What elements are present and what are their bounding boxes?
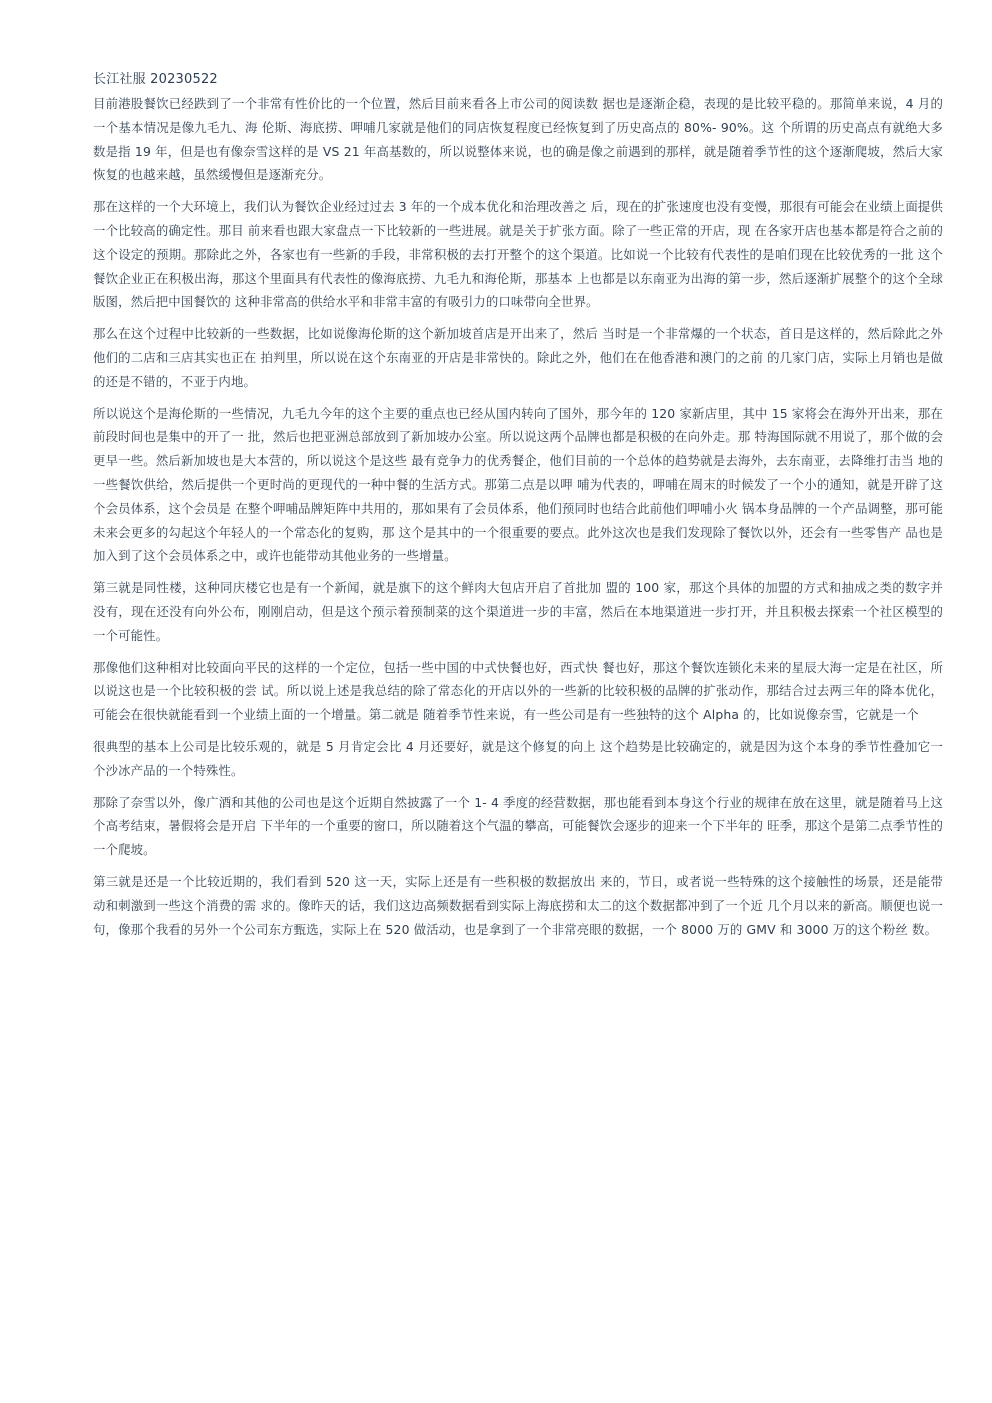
- document-title: 长江社服 20230522: [93, 72, 218, 87]
- document-page: [93, 70, 943, 949]
- paragraph-1: 目前港股餐饮已经跌到了一个非常有性价比的一个位置，然后目前来看各上市公司的阅读数 据也是逐渐企稳，表现的是比较平稳的。那简单来说，4 月的一个基本情况是像九毛九、海 伦斯、海底捞、呷哺几家就是他们的同店恢复程度已经恢复到了历史高点的 80%- 90%。这 个所谓的历史高点有就绝大多数是指 19 年，但是也有像奈雪这样的是 VS 21 年高基数的，所以说整体来说，也的确是像之前遇到的那样，就是随着季节性的这个逐渐爬坡，然后大家 恢复的也越来越，虽然缓慢但是逐渐充分。: [93, 96, 943, 183]
- paragraph-7: 很典型的基本上公司是比较乐观的，就是 5 月肯定会比 4 月还要好，就是这个修复的向上 这个趋势是比较确定的，就是因为这个本身的季节性叠加它一个沙冰产品的一个特殊性。: [93, 738, 943, 778]
- paragraph-5: 第三就是同性楼，这种同庆楼它也是有一个新闻，就是旗下的这个鲜肉大包店开启了首批加 盟的 100 家，那这个具体的加盟的方式和抽成之类的数字并没有，现在还没有向外公布，刚刚启动，但是这个预示着预制菜的这个渠道进一步的丰富，然后在本地渠道进一步打开，并且积极去探索一个社区模型的一个可能性。: [93, 580, 943, 643]
- paragraph-8: 那除了奈雪以外，像广酒和其他的公司也是这个近期自然披露了一个 1- 4 季度的经营数据，那也能看到本身这个行业的规律在放在这里，就是随着马上这个高考结束，暑假将会是开启 下半年的一个重要的窗口，所以随着这个气温的攀高，可能餐饮会逐步的迎来一个下半年的 旺季，那这个是第二点季节性的一个爬坡。: [93, 794, 943, 858]
- paragraph-9: 第三就是还是一个比较近期的，我们看到 520 这一天，实际上还是有一些积极的数据放出 来的，节日，或者说一些特殊的这个接触性的场景，还是能带动和刺激到一些这个消费的需 求的。像昨天的话，我们这边高频数据看到实际上海底捞和太二的这个数据都冲到了一个近 几个月以来的新高。顺便也说一句，像那个我看的另外一个公司东方甄选，实际上在 520 做活动，也是拿到了一个非常亮眼的数据，一个 8000 万的 GMV 和 3000 万的这个粉丝 数。: [93, 873, 943, 937]
- paragraph-3: 那么在这个过程中比较新的一些数据，比如说像海伦斯的这个新加坡首店是开出来了，然后 当时是一个非常爆的一个状态，首日是这样的，然后除此之外他们的二店和三店其实也正在 拍判里，所以说在这个东南亚的开店是非常快的。除此之外，他们在在他香港和澳门的之前 的几家门店，实际上月销也是做的还是不错的，不亚于内地。: [93, 326, 943, 389]
- paragraph-2: 那在这样的一个大环境上，我们认为餐饮企业经过过去 3 年的一个成本优化和治理改善之 后，现在的扩张速度也没有变慢，那很有可能会在业绩上面提供一个比较高的确定性。那目 前来看也跟大家盘点一下比较新的一些进展。就是关于扩张方面。除了一些正常的开店，现 在各家开店也基本都是符合之前的这个设定的预期。那除此之外，各家也有一些新的手段，非常积极的去打开整个的这个渠道。比如说一个比较有代表性的是咱们现在比较优秀的一批 这个餐饮企业正在积极出海，那这个里面具有代表性的像海底捞、九毛九和海伦斯，那基本 上也都是以东南亚为出海的第一步，然后逐渐扩展整个的这个全球版图，然后把中国餐饮的 这种非常高的供给水平和非常丰富的有吸引力的口味带向全世界。: [93, 199, 943, 310]
- paragraph-4: 所以说这个是海伦斯的一些情况，九毛九今年的这个主要的重点也已经从国内转向了国外，那今年的 120 家新店里，其中 15 家将会在海外开出来，那在前段时间也是集中的开了一 批，然后也把亚洲总部放到了新加坡办公室。所以说这两个品牌也都是积极的在向外走。那 特海国际就不用说了，那个做的会更早一些。然后新加坡也是大本营的，所以说这个是这些 最有竞争力的优秀餐企，他们目前的一个总体的趋势就是去海外，去东南亚，去降维打击当 地的一些餐饮供给，然后提供一个更时尚的更现代的一种中餐的生活方式。那第二点是以呷 哺为代表的，呷哺在周末的时候发了一个小的通知，就是开辟了这个会员体系，这个会员是 在整个呷哺品牌矩阵中共用的，那如果有了会员体系，他们预同时也结合此前他们呷哺小火 锅本身品牌的一个产品调整，那可能未来会更多的勾起这个年轻人的一个常态化的复购，那 这个是其中的一个很重要的要点。此外这次也是我们发现除了餐饮以外，还会有一些零售产 品也是加入到了这个会员体系之中，或许也能带动其他业务的一些增量。: [93, 405, 943, 564]
- paragraph-6: 那像他们这种相对比较面向平民的这样的一个定位，包括一些中国的中式快餐也好，西式快 餐也好，那这个餐饮连锁化未来的星辰大海一定是在社区，所以说这也是一个比较积极的尝 试。所以说上述是我总结的除了常态化的开店以外的一些新的比较积极的品牌的扩张动作，那结合过去两三年的降本优化，可能会在很快就能看到一个业绩上面的一个增量。第二就是 随着季节性来说，有一些公司是有一些独特的这个 Alpha 的，比如说像奈雪，它就是一个: [93, 659, 943, 723]
